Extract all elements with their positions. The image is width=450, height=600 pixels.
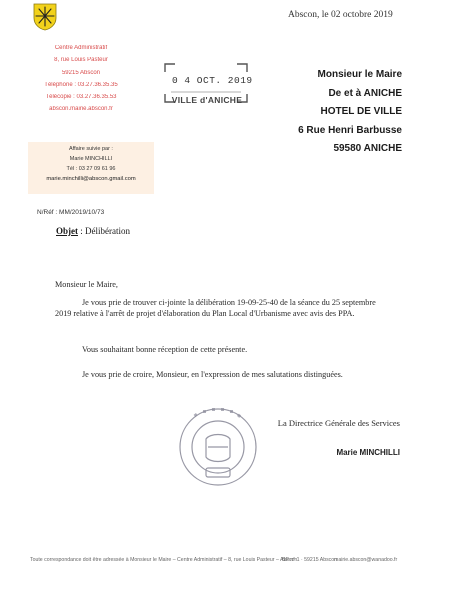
- sender-line: Télécopie : 03.27.36.35.53: [45, 94, 117, 101]
- salutation: Monsieur le Maire,: [55, 280, 118, 289]
- footer-po-box: BP n° 1 · 59215 Abscon: [282, 557, 338, 563]
- sender-address-block: [22, 45, 140, 119]
- sender-line: 59215 Abscon: [61, 69, 101, 76]
- sender-line: Téléphone : 03.27.36.35.35: [44, 81, 118, 88]
- sender-line: abscon.mairie.abscon.fr: [49, 106, 113, 113]
- contact-title: Affaire suivie par :: [69, 146, 113, 152]
- contact-box: [28, 142, 154, 194]
- body-paragraph-3: Je vous prie de croire, Monsieur, en l'expression de mes salutations distinguées.: [82, 370, 343, 379]
- contact-name: Marie MINCHILLI: [69, 156, 113, 162]
- contact-phone: Tél : 03 27 09 61 96: [66, 166, 116, 172]
- stamp-place: VILLE d'ANICHE: [171, 95, 243, 105]
- stamp-date: 0 4 OCT. 2019: [172, 75, 253, 86]
- subject-label: Objet: [56, 226, 78, 236]
- signatory-name: Marie MINCHILLI: [336, 448, 400, 457]
- subject-value: : Délibération: [78, 226, 130, 236]
- footer-address: Toute correspondance doit être adressée à Monsieur le Maire – Centre Administratif – 8, rue Louis Pasteur – Abscon: [30, 557, 298, 563]
- footer-email: mairie.abscon@wanadoo.fr: [334, 557, 398, 563]
- body-paragraph-1-line-1: Je vous prie de trouver ci-jointe la délibération 19-09-25-40 de la séance du 25 septembre: [82, 298, 376, 307]
- recipient-line: 6 Rue Henri Barbusse: [298, 124, 402, 136]
- sender-line: Centre Administratif: [54, 45, 108, 51]
- letter-date: Abscon, le 02 octobre 2019: [288, 10, 393, 20]
- reference-number: N/Réf : MM/2019/10/73: [37, 209, 105, 216]
- sender-line: 8, rue Louis Pasteur: [54, 57, 108, 64]
- town-crest-icon: [33, 3, 57, 31]
- recipient-address: [252, 66, 402, 159]
- contact-email: marie.minchilli@abscon.gmail.com: [46, 176, 136, 182]
- signatory-title: La Directrice Générale des Services: [277, 418, 400, 428]
- body-paragraph-1-line-2: 2019 relative à l'arrêt de projet d'élaboration du Plan Local d'Urbanisme avec avis des PPA.: [55, 309, 355, 318]
- body-paragraph-2: Vous souhaitant bonne réception de cette présente.: [82, 345, 248, 354]
- recipient-line: HOTEL DE VILLE: [320, 106, 402, 117]
- recipient-line: De et à ANICHE: [328, 87, 402, 99]
- recipient-line: 59580 ANICHE: [333, 143, 402, 154]
- subject-line: [56, 226, 130, 236]
- recipient-line: Monsieur le Maire: [317, 69, 402, 80]
